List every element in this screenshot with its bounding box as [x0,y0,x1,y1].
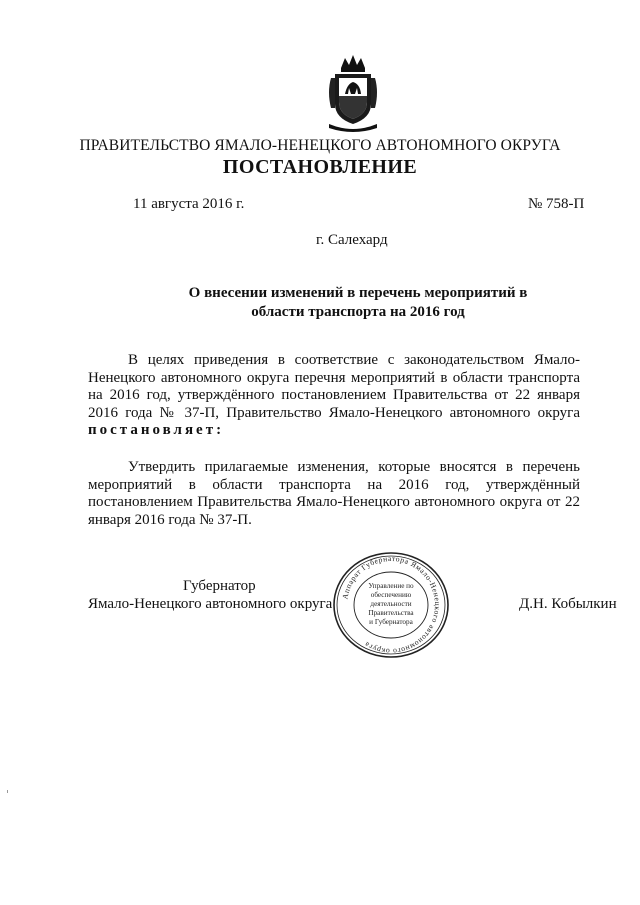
official-seal [330,549,452,661]
signatory-position: Губернатор [183,578,256,594]
signatory-region: Ямало-Ненецкого автономного округа [88,596,333,612]
document-number: № 758-П [528,196,585,212]
coat-of-arms-icon [327,52,379,134]
document-type: ПОСТАНОВЛЕНИЕ [222,156,418,178]
seal-line-3: деятельности [370,600,412,608]
seal-line-5: и Губернатора [369,618,413,626]
document-date: 11 августа 2016 г. [133,196,245,212]
paragraph-1-text: В целях приведения в соответствие с законодательством Ямало-Ненецкого автономного округа перечня мероприятий в области транспорта на 2016 год, утверждённого постановлением Правительства от 22 января 2016 года № 37-П, Правительство Ямало-Ненецкого автономного округа [88,352,580,421]
signatory-name: Д.Н. Кобылкин [519,596,617,612]
decree-word: постановляет: [88,422,225,438]
paragraph-2-text: Утвердить прилагаемые изменения, которые вносятся в перечень мероприятий в области транспорта на 2016 год, утверждённый постановлением Правительства Ямало-Ненецкого автономного округа от 22 января 2016 года № 37-П. [88,459,580,528]
organization-name: ПРАВИТЕЛЬСТВО ЯМАЛО-НЕНЕЦКОГО АВТОНОМНОГО ОКРУГА [79,137,561,154]
scan-mark [7,790,8,793]
seal-outer-text: Аппарат Губернатора Ямало-Ненецкого автономного округа [340,553,443,657]
seal-line-2: обеспечению [370,591,412,599]
seal-line-1: Управление по [368,582,414,590]
seal-line-4: Правительства [368,609,414,617]
title-line-1: О внесении изменений в перечень мероприятий в [188,285,528,301]
body-paragraph-1 [88,352,580,440]
document-city: г. Салехард [316,232,388,248]
document-title [140,284,576,322]
title-line-2: области транспорта на 2016 год [251,304,465,320]
body-paragraph-2 [88,459,580,529]
